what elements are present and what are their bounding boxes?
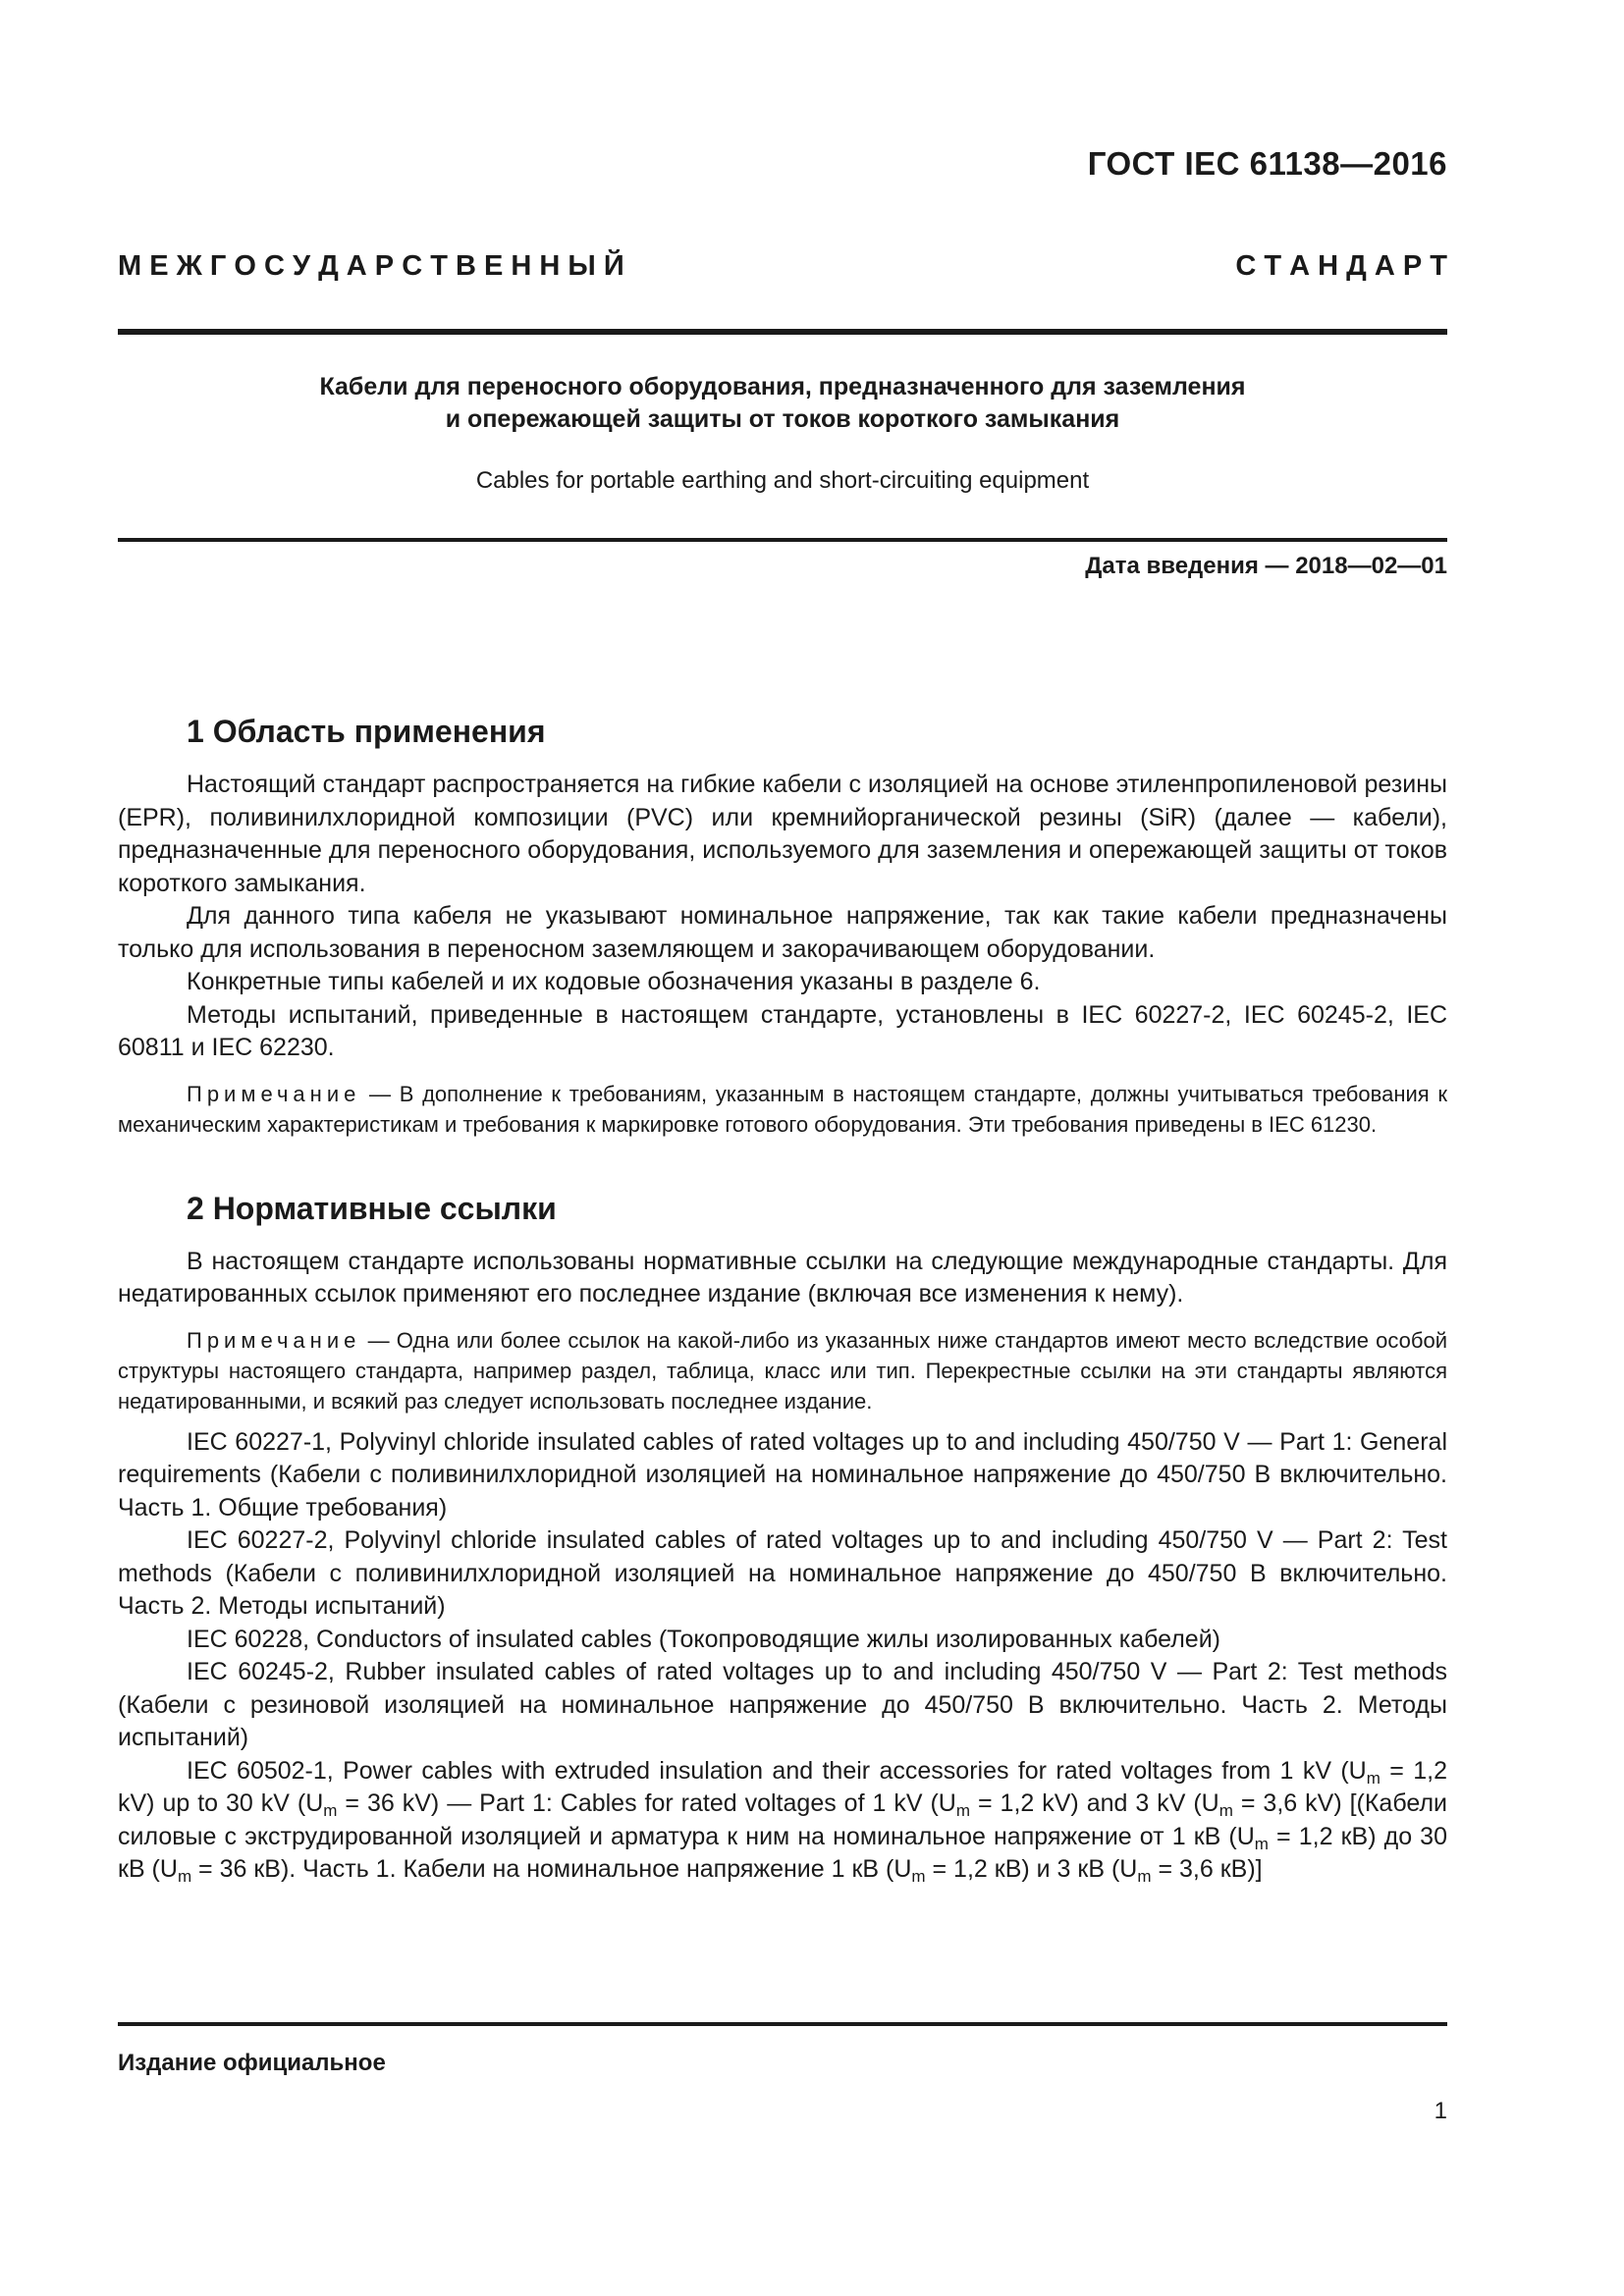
section-1-note: [118, 1079, 1447, 1140]
ref5-text: = 36 кВ). Часть 1. Кабели на номинальное напряжение 1 кВ (U: [191, 1855, 912, 1883]
page-number: 1: [1434, 2098, 1447, 2124]
subscript-m: m: [911, 1867, 926, 1886]
section-1-heading: 1 Область применения: [187, 714, 546, 749]
section-1-paragraph-1: Настоящий стандарт распространяется на гибкие кабели с изоляцией на основе этиленпропиленовой резины (EPR), поливинилхлоридной композиции (PVC) или кремнийорганической резины (SiR) (далее — кабели), предназначенные для переносного оборудования, используемого для заземления и опережающей защиты от токов короткого замыкания.: [118, 771, 1447, 897]
ref5-text: = 1,2 kV) and 3 kV (U: [970, 1789, 1219, 1817]
ref5-text: = 3,6 kV) [(Кабели силовые с экструдированной изоляцией и арматура к ним на номинальное напряжение от 1 кВ (U: [118, 1789, 1447, 1850]
title-divider: [118, 538, 1447, 542]
introduction-date: Дата введения — 2018—02—01: [1085, 553, 1447, 579]
document-title-en: Cables for portable earthing and short-circuiting equipment: [475, 467, 1090, 494]
standard-type-word-2: С Т А Н Д А Р Т: [1235, 250, 1447, 282]
standard-type-word-1: М Е Ж Г О С У Д А Р С Т В Е Н Н Ы Й: [118, 250, 624, 282]
ref5-text: IEC 60502-1, Power cables with extruded insulation and their accessories for rated voltages from 1 kV (U: [187, 1756, 1367, 1785]
ref5-text: = 1,2 kV) up to 30 kV (U: [118, 1756, 1447, 1817]
subscript-m: m: [1366, 1768, 1380, 1788]
reference-iec-60227-1: IEC 60227-1, Polyvinyl chloride insulated cables of rated voltages up to and including 450/750 V — Part 1: General requirements (Кабели с поливинилхлоридной изоляцией на номинальное напряжение до 450/750 В включительно. Часть 1. Общие требования): [118, 1427, 1447, 1522]
document-code: ГОСТ IEC 61138—2016: [1087, 145, 1447, 182]
official-edition-label: Издание официальное: [118, 2050, 386, 2076]
document-title-ru: [118, 371, 1447, 436]
section-1-paragraph-4: Методы испытаний, приведенные в настоящем стандарте, установлены в IEC 60227-2, IEC 60245-2, IEC 60811 и IEC 62230.: [118, 1000, 1447, 1061]
footer-divider: [118, 2022, 1447, 2026]
title-ru-line-1: Кабели для переносного оборудования, предназначенного для заземления: [319, 373, 1246, 400]
title-ru-line-2: и опережающей защиты от токов короткого замыкания: [445, 405, 1120, 433]
subscript-m: m: [1218, 1801, 1233, 1820]
subscript-m: m: [323, 1801, 338, 1820]
subscript-m: m: [955, 1801, 971, 1820]
note-text: — В дополнение к требованиям, указанным в настоящем стандарте, должны учитываться требования к механическим характеристикам и требования к маркировке готового оборудования. Эти требования приведены в IEC 61230.: [118, 1081, 1447, 1137]
section-2-heading: 2 Нормативные ссылки: [187, 1190, 557, 1226]
subscript-m: m: [1137, 1867, 1152, 1886]
note-label: Примечание: [187, 1081, 361, 1106]
section-1-paragraph-2: Для данного типа кабеля не указывают номинальное напряжение, так как такие кабели предназначены только для использования в переносном заземляющем и закорачивающем оборудовании.: [118, 902, 1447, 963]
ref5-text: = 36 kV) — Part 1: Cables for rated voltages of 1 kV (U: [337, 1789, 956, 1817]
top-divider: [118, 329, 1447, 335]
standard-type-heading: [118, 250, 1447, 283]
section-1-paragraph-3: Конкретные типы кабелей и их кодовые обозначения указаны в разделе 6.: [187, 968, 1041, 995]
ref5-text: = 3,6 кВ)]: [1151, 1855, 1263, 1883]
reference-iec-60245-2: IEC 60245-2, Rubber insulated cables of rated voltages up to and including 450/750 V — Part 2: Test methods (Кабели с резиновой изоляцией на номинальное напряжение до 450/750 В включительно. Часть 2. Методы испытаний): [118, 1658, 1447, 1751]
note-text: — Одна или более ссылок на какой-либо из указанных ниже стандартов имеют место вследствие особой структуры настоящего стандарта, например раздел, таблица, класс или тип. Перекрестные ссылки на эти стандарты являются недатированными, и всякий раз следует использовать последнее издание.: [118, 1327, 1447, 1414]
ref5-text: = 1,2 кВ) до 30 кВ (U: [118, 1822, 1447, 1883]
section-2-note: [118, 1325, 1447, 1416]
reference-iec-60227-2: IEC 60227-2, Polyvinyl chloride insulated cables of rated voltages up to and including 450/750 V — Part 2: Test methods (Кабели с поливинилхлоридной изоляцией на номинальное напряжение до 450/750 В включительно. Часть 2. Методы испытаний): [118, 1526, 1447, 1620]
subscript-m: m: [1254, 1834, 1269, 1853]
ref5-text: = 1,2 кВ) и 3 кВ (U: [925, 1855, 1138, 1883]
note-label: Примечание: [187, 1327, 361, 1353]
subscript-m: m: [177, 1867, 192, 1886]
section-2-paragraph-1: В настоящем стандарте использованы нормативные ссылки на следующие международные стандарты. Для недатированных ссылок применяют его последнее издание (включая все изменения к нему).: [118, 1247, 1447, 1308]
document-body: [118, 712, 1447, 1887]
reference-iec-60502-1: [118, 1755, 1447, 1887]
reference-iec-60228: IEC 60228, Conductors of insulated cables (Токопроводящие жилы изолированных кабелей): [187, 1625, 1220, 1653]
